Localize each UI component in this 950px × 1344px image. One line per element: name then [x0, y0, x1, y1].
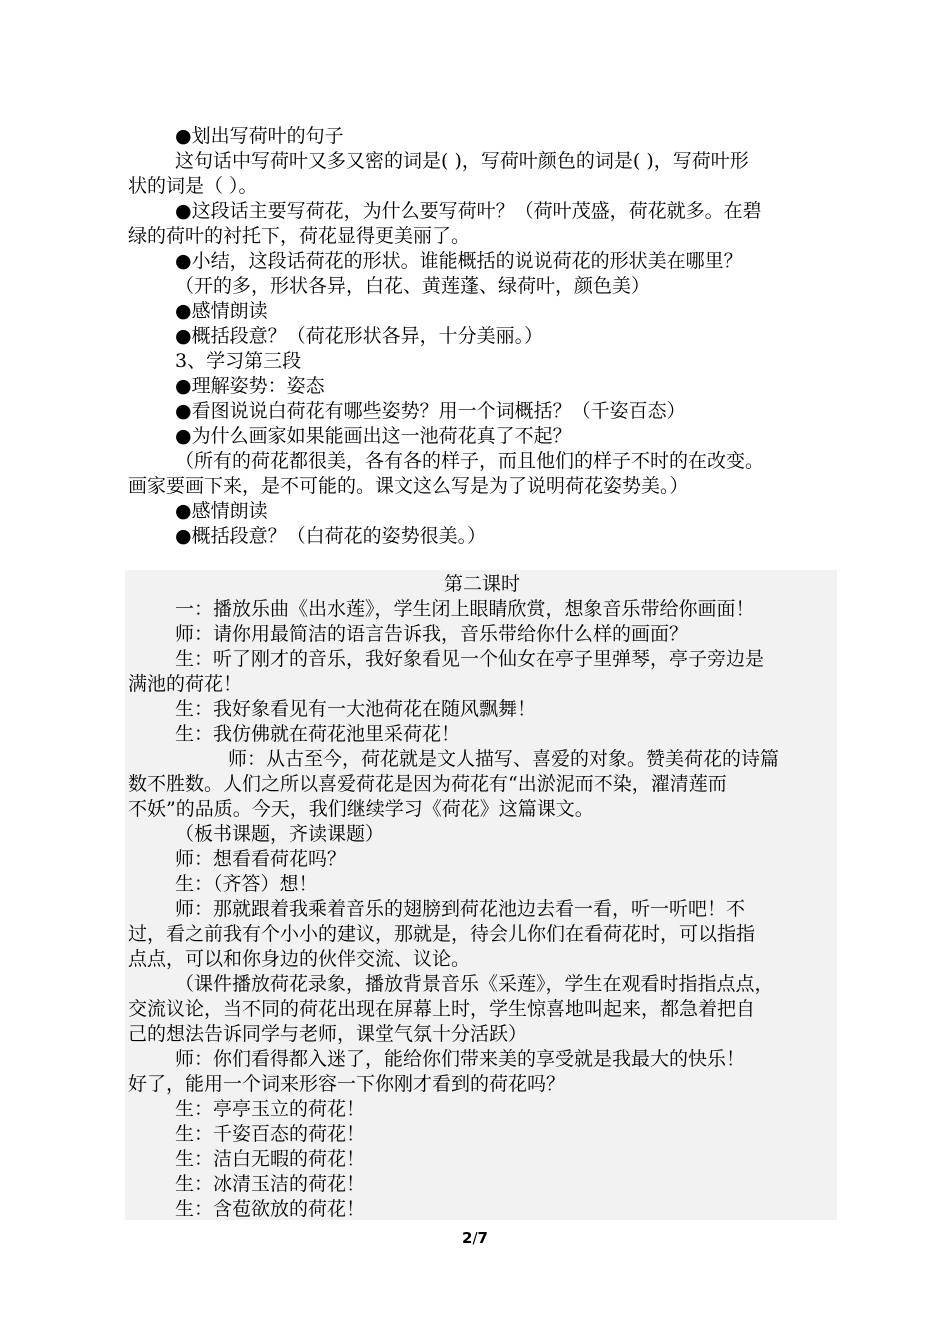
text-line: 点点，可以和你身边的伙伴交流、议论。: [128, 948, 471, 970]
text-line: 这句话中写荷叶又多又密的词是( )，写荷叶颜色的词是( )，写荷叶形: [175, 150, 749, 172]
page-footer: [0, 1229, 950, 1247]
lesson-section-one: [128, 124, 840, 549]
text-line: 生：（齐答）想！: [175, 873, 318, 895]
text-line: 绿的荷叶的衬托下，荷花显得更美丽了。: [128, 225, 471, 247]
text-line: 师：从古至今，荷花就是文人描写、喜爱的对象。赞美荷花的诗篇: [228, 748, 780, 770]
text-line: ●看图说说白荷花有哪些姿势？用一个词概括？（千姿百态）: [175, 400, 686, 422]
text-line: 满池的荷花！: [128, 673, 243, 695]
text-line: ●为什么画家如果能画出这一池荷花真了不起？: [175, 425, 572, 447]
page-number: 2: [462, 1229, 473, 1247]
text-line: 师：那就跟着我乘着音乐的翅膀到荷花池边去看一看，听一听吧！不: [175, 898, 746, 920]
section-title: 第二课时: [443, 573, 520, 595]
text-line: 一：播放乐曲《出水莲》，学生闭上眼睛欣赏，想象音乐带给你画面！: [175, 598, 755, 620]
text-line: ●小结，这段话荷花的形状。谁能概括的说说荷花的形状美在哪里？: [175, 250, 743, 272]
text-line: 数不胜数。人们之所以喜爱荷花是因为荷花有“出淤泥而不染，濯清莲而: [128, 773, 727, 795]
page-separator: /: [472, 1229, 478, 1247]
text-line: 交流议论，当不同的荷花出现在屏幕上时，学生惊喜地叫起来，都急着把自: [128, 998, 756, 1020]
text-line: 3、学习第三段: [175, 350, 302, 372]
text-line: 师：请你用最简洁的语言告诉我，音乐带给你什么样的画面？: [175, 623, 689, 645]
text-line: 生：含苞欲放的荷花！: [175, 1198, 366, 1220]
text-line: 生：冰清玉洁的荷花！: [175, 1173, 366, 1195]
text-line: 好了，能用一个词来形容一下你刚才看到的荷花吗？: [128, 1073, 566, 1095]
text-line: （课件播放荷花录象，播放背景音乐《采莲》，学生在观看时指指点点，: [175, 973, 774, 995]
text-line: 生：我好象看见有一大池荷花在随风飘舞！: [175, 698, 537, 720]
text-line: （开的多，形状各异，白花、黄莲蓬、绿荷叶，颜色美）: [175, 275, 651, 297]
text-line: 不妖”的品质。今天，我们继续学习《荷花》这篇课文。: [128, 798, 594, 820]
text-line: ●划出写荷叶的句子: [175, 125, 344, 147]
text-line: 生：亭亭玉立的荷花！: [175, 1098, 366, 1120]
text-line: 师：你们看得都入迷了，能给你们带来美的享受就是我最大的快乐！: [175, 1048, 746, 1070]
text-line: 己的想法告诉同学与老师，课堂气氛十分活跃）: [128, 1023, 528, 1045]
text-line: ●理解姿势：姿态: [175, 375, 325, 397]
total-pages: 7: [477, 1229, 488, 1247]
text-line: （所有的荷花都很美，各有各的样子，而且他们的样子不时的在改变。: [175, 450, 765, 472]
text-line: 生：千姿百态的荷花！: [175, 1123, 366, 1145]
text-line: 状的词是（ ）。: [128, 175, 258, 197]
text-line: ●这段话主要写荷花，为什么要写荷叶？（荷叶茂盛，荷花就多。在碧: [175, 200, 762, 222]
text-line: （板书课题，齐读课题）: [175, 823, 385, 845]
lesson-section-two: [125, 570, 837, 1220]
text-line: ●概括段意？（荷花形状各异，十分美丽。）: [175, 325, 544, 347]
text-line: 生：我仿佛就在荷花池里采荷花！: [175, 723, 461, 745]
text-line: ●感情朗读: [175, 500, 268, 522]
text-line: ●感情朗读: [175, 300, 268, 322]
text-line: 生：洁白无暇的荷花！: [175, 1148, 366, 1170]
text-line: 师：想看看荷花吗？: [175, 848, 347, 870]
text-line: ●概括段意？（白荷花的姿势很美。）: [175, 525, 487, 547]
text-line: 画家要画下来，是不可能的。课文这么写是为了说明荷花姿势美。）: [128, 475, 689, 497]
text-line: 生：听了刚才的音乐，我好象看见一个仙女在亭子里弹琴，亭子旁边是: [175, 648, 765, 670]
text-line: 过，看之前我有个小小的建议，那就是，待会儿你们在看荷花时，可以指指: [128, 923, 756, 945]
